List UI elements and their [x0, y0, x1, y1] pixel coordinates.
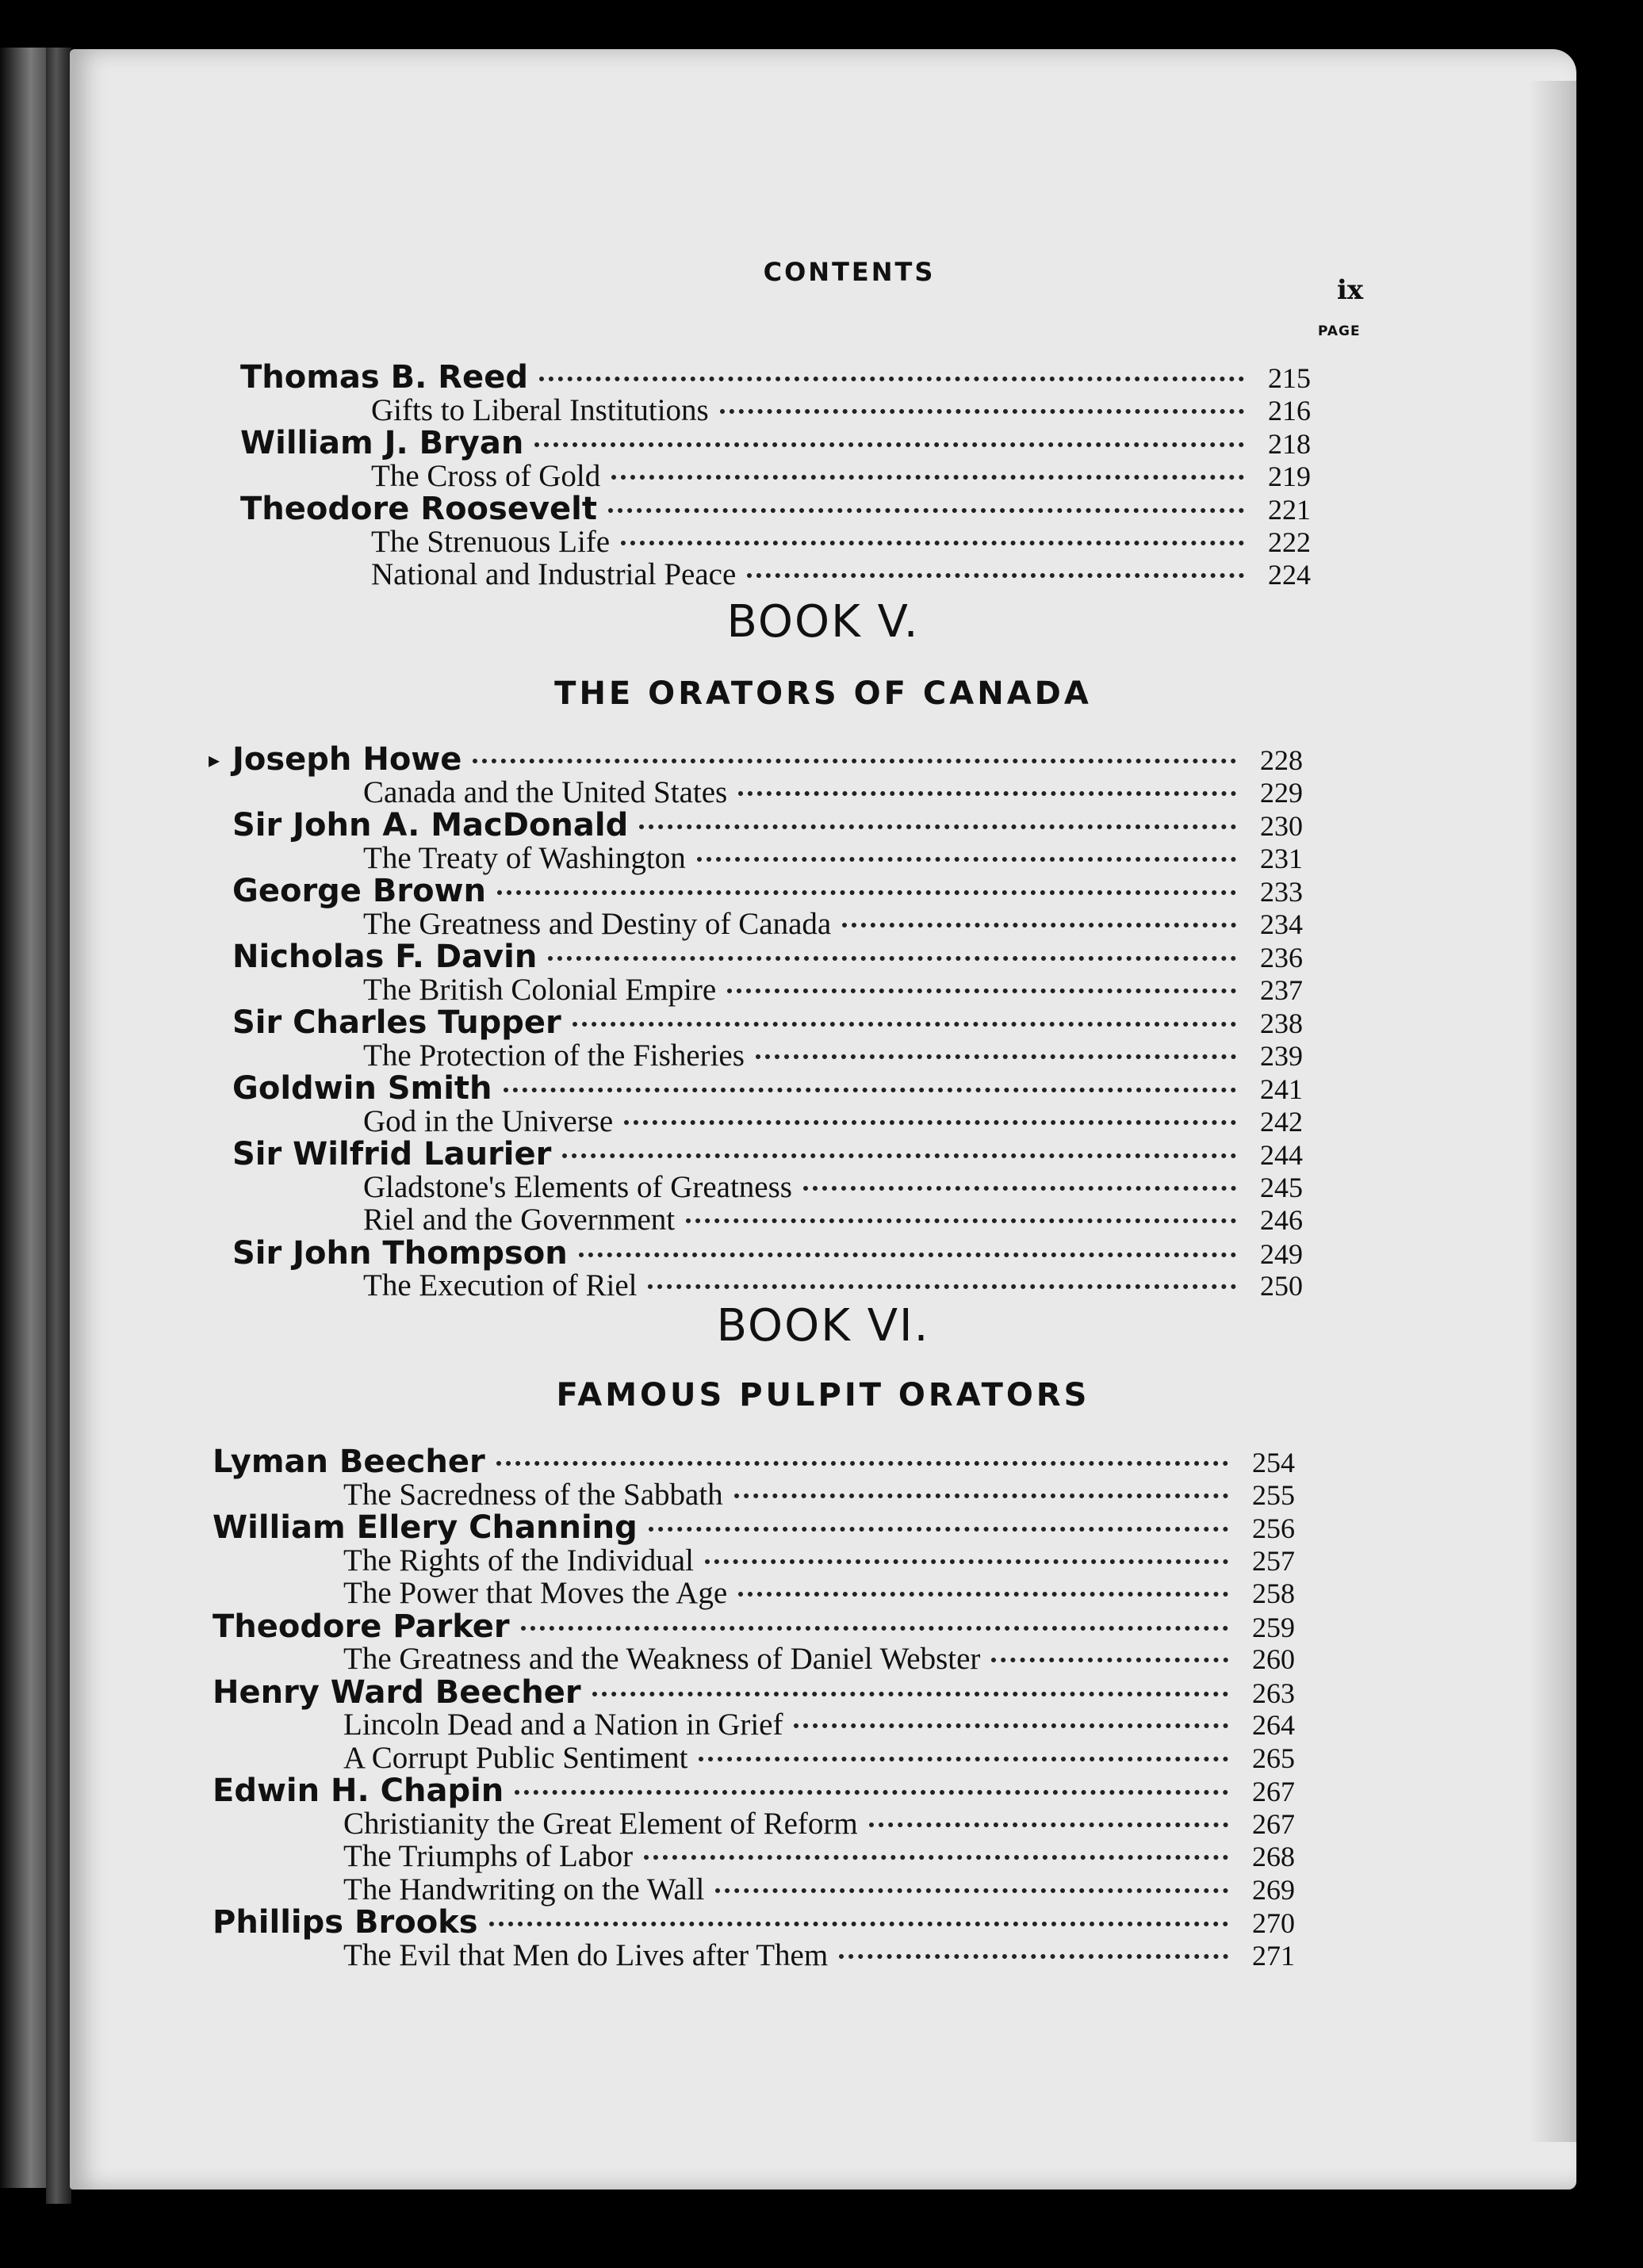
orator-name: Thomas B. Reed	[240, 359, 528, 396]
dot-leader	[611, 475, 1244, 480]
dot-leader	[727, 989, 1236, 993]
orator-name: Theodore Parker	[213, 1608, 510, 1645]
page-ref: 259	[1252, 1611, 1295, 1643]
dot-leader	[592, 1692, 1228, 1696]
page-ref: 234	[1260, 908, 1303, 940]
speech-title: Lincoln Dead and a Nation in Grief	[343, 1708, 783, 1742]
dot-leader	[747, 573, 1244, 578]
dot-leader	[869, 1822, 1228, 1827]
speech-entry	[363, 1267, 1303, 1305]
orator-name: William J. Bryan	[240, 425, 524, 461]
dot-leader	[648, 1284, 1236, 1289]
dot-leader	[734, 1494, 1228, 1498]
book-subtitle: THE ORATORS OF CANADA	[554, 675, 1092, 712]
page-ref: 229	[1260, 776, 1303, 809]
dot-leader	[539, 377, 1244, 381]
dot-leader	[991, 1658, 1228, 1662]
speech-title: The Execution of Riel	[363, 1268, 638, 1302]
speech-title: The Strenuous Life	[371, 524, 611, 559]
page-ref: 218	[1268, 428, 1311, 460]
page-ref: 215	[1268, 362, 1311, 394]
page-ref: 249	[1260, 1237, 1303, 1270]
dot-leader	[639, 824, 1236, 829]
running-head: CONTENTS	[763, 257, 936, 287]
page-ref: 238	[1260, 1008, 1303, 1039]
page-ref: 231	[1260, 842, 1303, 874]
speech-entry	[343, 1937, 1295, 1975]
speech-title: Riel and the Government	[363, 1203, 676, 1237]
page-ref: 244	[1260, 1139, 1303, 1171]
page-ref: 264	[1252, 1709, 1295, 1741]
page-ref: 268	[1252, 1841, 1295, 1872]
speech-title: The Evil that Men do Lives after Them	[343, 1937, 829, 1972]
dot-leader	[738, 791, 1236, 796]
dot-leader	[686, 1218, 1236, 1223]
dot-leader	[839, 1954, 1228, 1959]
dot-leader	[756, 1054, 1236, 1059]
speech-title: The Rights of the Individual	[343, 1543, 694, 1578]
dot-leader	[720, 409, 1244, 414]
speech-title: The Greatness and Destiny of Canada	[363, 906, 832, 941]
dot-leader	[496, 1461, 1228, 1466]
dot-leader	[842, 923, 1236, 927]
dot-leader	[579, 1253, 1236, 1257]
book-heading: BOOK VI.	[716, 1300, 930, 1352]
speech-title: Gifts to Liberal Institutions	[371, 392, 709, 427]
orator-name: Goldwin Smith	[232, 1070, 492, 1107]
page-ref: 241	[1260, 1073, 1303, 1105]
page-ref: 221	[1268, 494, 1311, 526]
page-column-label: PAGE	[1318, 323, 1361, 339]
speech-title: God in the Universe	[363, 1103, 614, 1138]
page-ref: 257	[1252, 1544, 1295, 1577]
page-ref: 222	[1268, 526, 1311, 558]
speech-title: The Handwriting on the Wall	[343, 1872, 705, 1907]
page-ref: 219	[1268, 460, 1311, 492]
dot-leader	[534, 442, 1244, 447]
speech-title: Gladstone's Elements of Greatness	[363, 1169, 792, 1204]
page-ref: 255	[1252, 1478, 1295, 1511]
page-ref: 267	[1252, 1807, 1295, 1840]
page-ref: 237	[1260, 973, 1303, 1006]
page-number: ix	[1337, 274, 1364, 306]
speech-title: Canada and the United States	[363, 774, 728, 809]
dot-leader	[705, 1559, 1228, 1564]
page-ref: 233	[1260, 876, 1303, 908]
book-subtitle: FAMOUS PULPIT ORATORS	[556, 1377, 1090, 1413]
speech-title: The British Colonial Empire	[363, 972, 717, 1007]
orator-name: Theodore Roosevelt	[240, 491, 597, 527]
page-ref: 265	[1252, 1742, 1295, 1774]
orator-name: George Brown	[232, 873, 486, 909]
speech-title: The Sacredness of the Sabbath	[343, 1477, 723, 1512]
orator-name: Sir John Thompson	[232, 1234, 568, 1272]
dot-leader	[715, 1888, 1228, 1893]
orator-name: Sir John A. MacDonald	[232, 807, 629, 843]
page-ref: 242	[1260, 1105, 1303, 1138]
page-ref: 228	[1260, 744, 1303, 776]
dot-leader	[621, 541, 1244, 545]
page-ref: 267	[1252, 1776, 1295, 1807]
dot-leader	[504, 1088, 1236, 1092]
book-spine	[46, 48, 71, 2204]
speech-title: The Treaty of Washington	[363, 840, 686, 875]
dot-leader	[497, 890, 1236, 895]
dot-leader	[794, 1723, 1228, 1728]
dot-leader	[644, 1855, 1228, 1860]
orator-name: William Ellery Channing	[213, 1509, 638, 1546]
contents-page	[70, 49, 1576, 2190]
dot-leader	[699, 1757, 1228, 1761]
book-heading: BOOK V.	[726, 596, 920, 648]
page-ref: 250	[1260, 1270, 1303, 1302]
page-ref: 270	[1252, 1907, 1295, 1939]
speech-title: The Power that Moves the Age	[343, 1576, 728, 1610]
dot-leader	[489, 1922, 1228, 1926]
page-ref: 236	[1260, 942, 1303, 973]
page-ref: 269	[1252, 1873, 1295, 1906]
table-of-contents	[70, 49, 1576, 2190]
dot-leader	[548, 956, 1236, 961]
dot-leader	[521, 1626, 1228, 1631]
dot-leader	[608, 508, 1244, 513]
orator-name: Sir Charles Tupper	[232, 1004, 561, 1041]
page-ref: 216	[1268, 394, 1311, 426]
dot-leader	[562, 1153, 1236, 1158]
speech-title: A Corrupt Public Sentiment	[343, 1740, 688, 1775]
speech-title: National and Industrial Peace	[371, 557, 737, 591]
speech-title: The Cross of Gold	[371, 458, 601, 493]
page-ref: 230	[1260, 810, 1303, 842]
orator-name: Lyman Beecher	[213, 1444, 485, 1480]
page-ref: 245	[1260, 1171, 1303, 1203]
orator-name: Henry Ward Beecher	[213, 1673, 581, 1711]
speech-title: The Greatness and the Weakness of Daniel Webster	[343, 1642, 981, 1676]
speech-title: Christianity the Great Element of Reform	[343, 1806, 858, 1841]
dot-leader	[624, 1120, 1236, 1125]
page-ref: 260	[1252, 1643, 1295, 1675]
page-ref: 246	[1260, 1204, 1303, 1236]
speech-title: The Protection of the Fisheries	[363, 1038, 745, 1073]
orator-name: Sir Wilfrid Laurier	[232, 1136, 552, 1172]
orator-name: Phillips Brooks	[213, 1904, 478, 1941]
dot-leader	[803, 1186, 1236, 1191]
page-ref: 256	[1252, 1513, 1295, 1544]
dot-leader	[738, 1592, 1228, 1597]
orator-name: Nicholas F. Davin	[232, 939, 538, 975]
dot-leader	[697, 857, 1236, 862]
page-ref: 263	[1252, 1677, 1295, 1709]
page-ref: 258	[1252, 1578, 1295, 1609]
orator-name: Joseph Howe	[232, 741, 462, 778]
dot-leader	[515, 1790, 1228, 1795]
dot-leader	[473, 759, 1236, 763]
speech-title: The Triumphs of Labor	[343, 1839, 634, 1873]
dot-leader	[573, 1022, 1236, 1027]
dot-leader	[649, 1527, 1228, 1532]
page-ref: 224	[1268, 559, 1311, 591]
page-ref: 254	[1252, 1447, 1295, 1478]
orator-name: Edwin H. Chapin	[213, 1773, 504, 1809]
page-ref: 271	[1252, 1939, 1295, 1972]
margin-mark: ▸	[209, 747, 220, 773]
page-ref: 239	[1260, 1039, 1303, 1072]
speech-entry	[371, 556, 1311, 594]
